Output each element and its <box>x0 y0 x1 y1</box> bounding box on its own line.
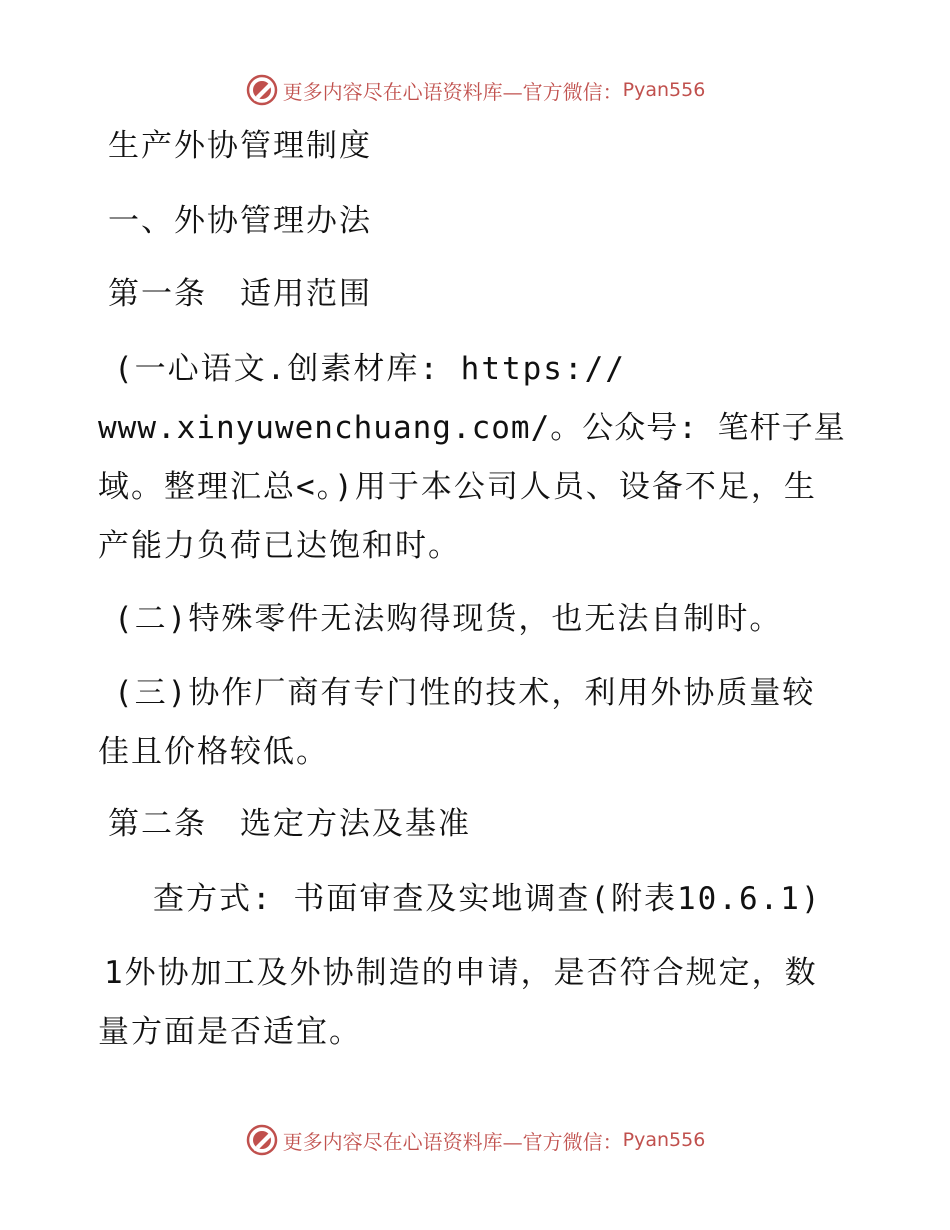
paragraph-line: 量方面是否适宜。 <box>98 1014 362 1050</box>
footer-banner <box>0 1120 950 1160</box>
pen-logo-icon <box>245 1123 279 1157</box>
pen-logo-icon <box>245 73 279 107</box>
section-heading: 一、外协管理办法 <box>108 203 372 239</box>
paragraph-line: 域。整理汇总<。)用于本公司人员、设备不足，生 <box>98 469 817 505</box>
paragraph-line: (一心语文.创素材库: https:// <box>114 351 626 387</box>
paragraph-line: 产能力负荷已达饱和时。 <box>98 528 461 564</box>
article-heading: 第二条 选定方法及基准 <box>108 806 471 842</box>
document-title: 生产外协管理制度 <box>108 128 372 164</box>
header-banner-text: 更多内容尽在心语资料库—官方微信： <box>282 79 623 104</box>
article-heading: 第一条 适用范围 <box>108 276 372 312</box>
footer-banner-text: 更多内容尽在心语资料库—官方微信： <box>282 1129 623 1154</box>
header-banner <box>0 70 950 110</box>
paragraph-line: (二)特殊零件无法购得现货，也无法自制时。 <box>114 601 783 637</box>
paragraph-line: 佳且价格较低。 <box>98 734 329 770</box>
paragraph-line: www.xinyuwenchuang.com/。公众号: 笔杆子星 <box>98 410 846 446</box>
paragraph-line: 查方式: 书面审查及实地调查(附表10.6.1) <box>153 881 822 917</box>
footer-banner-contact: Pyan556 <box>622 1129 706 1151</box>
paragraph-line: 1外协加工及外协制造的申请，是否符合规定，数 <box>104 955 818 991</box>
paragraph-line: (三)协作厂商有专门性的技术，利用外协质量较 <box>114 675 816 711</box>
header-banner-contact: Pyan556 <box>622 79 706 101</box>
